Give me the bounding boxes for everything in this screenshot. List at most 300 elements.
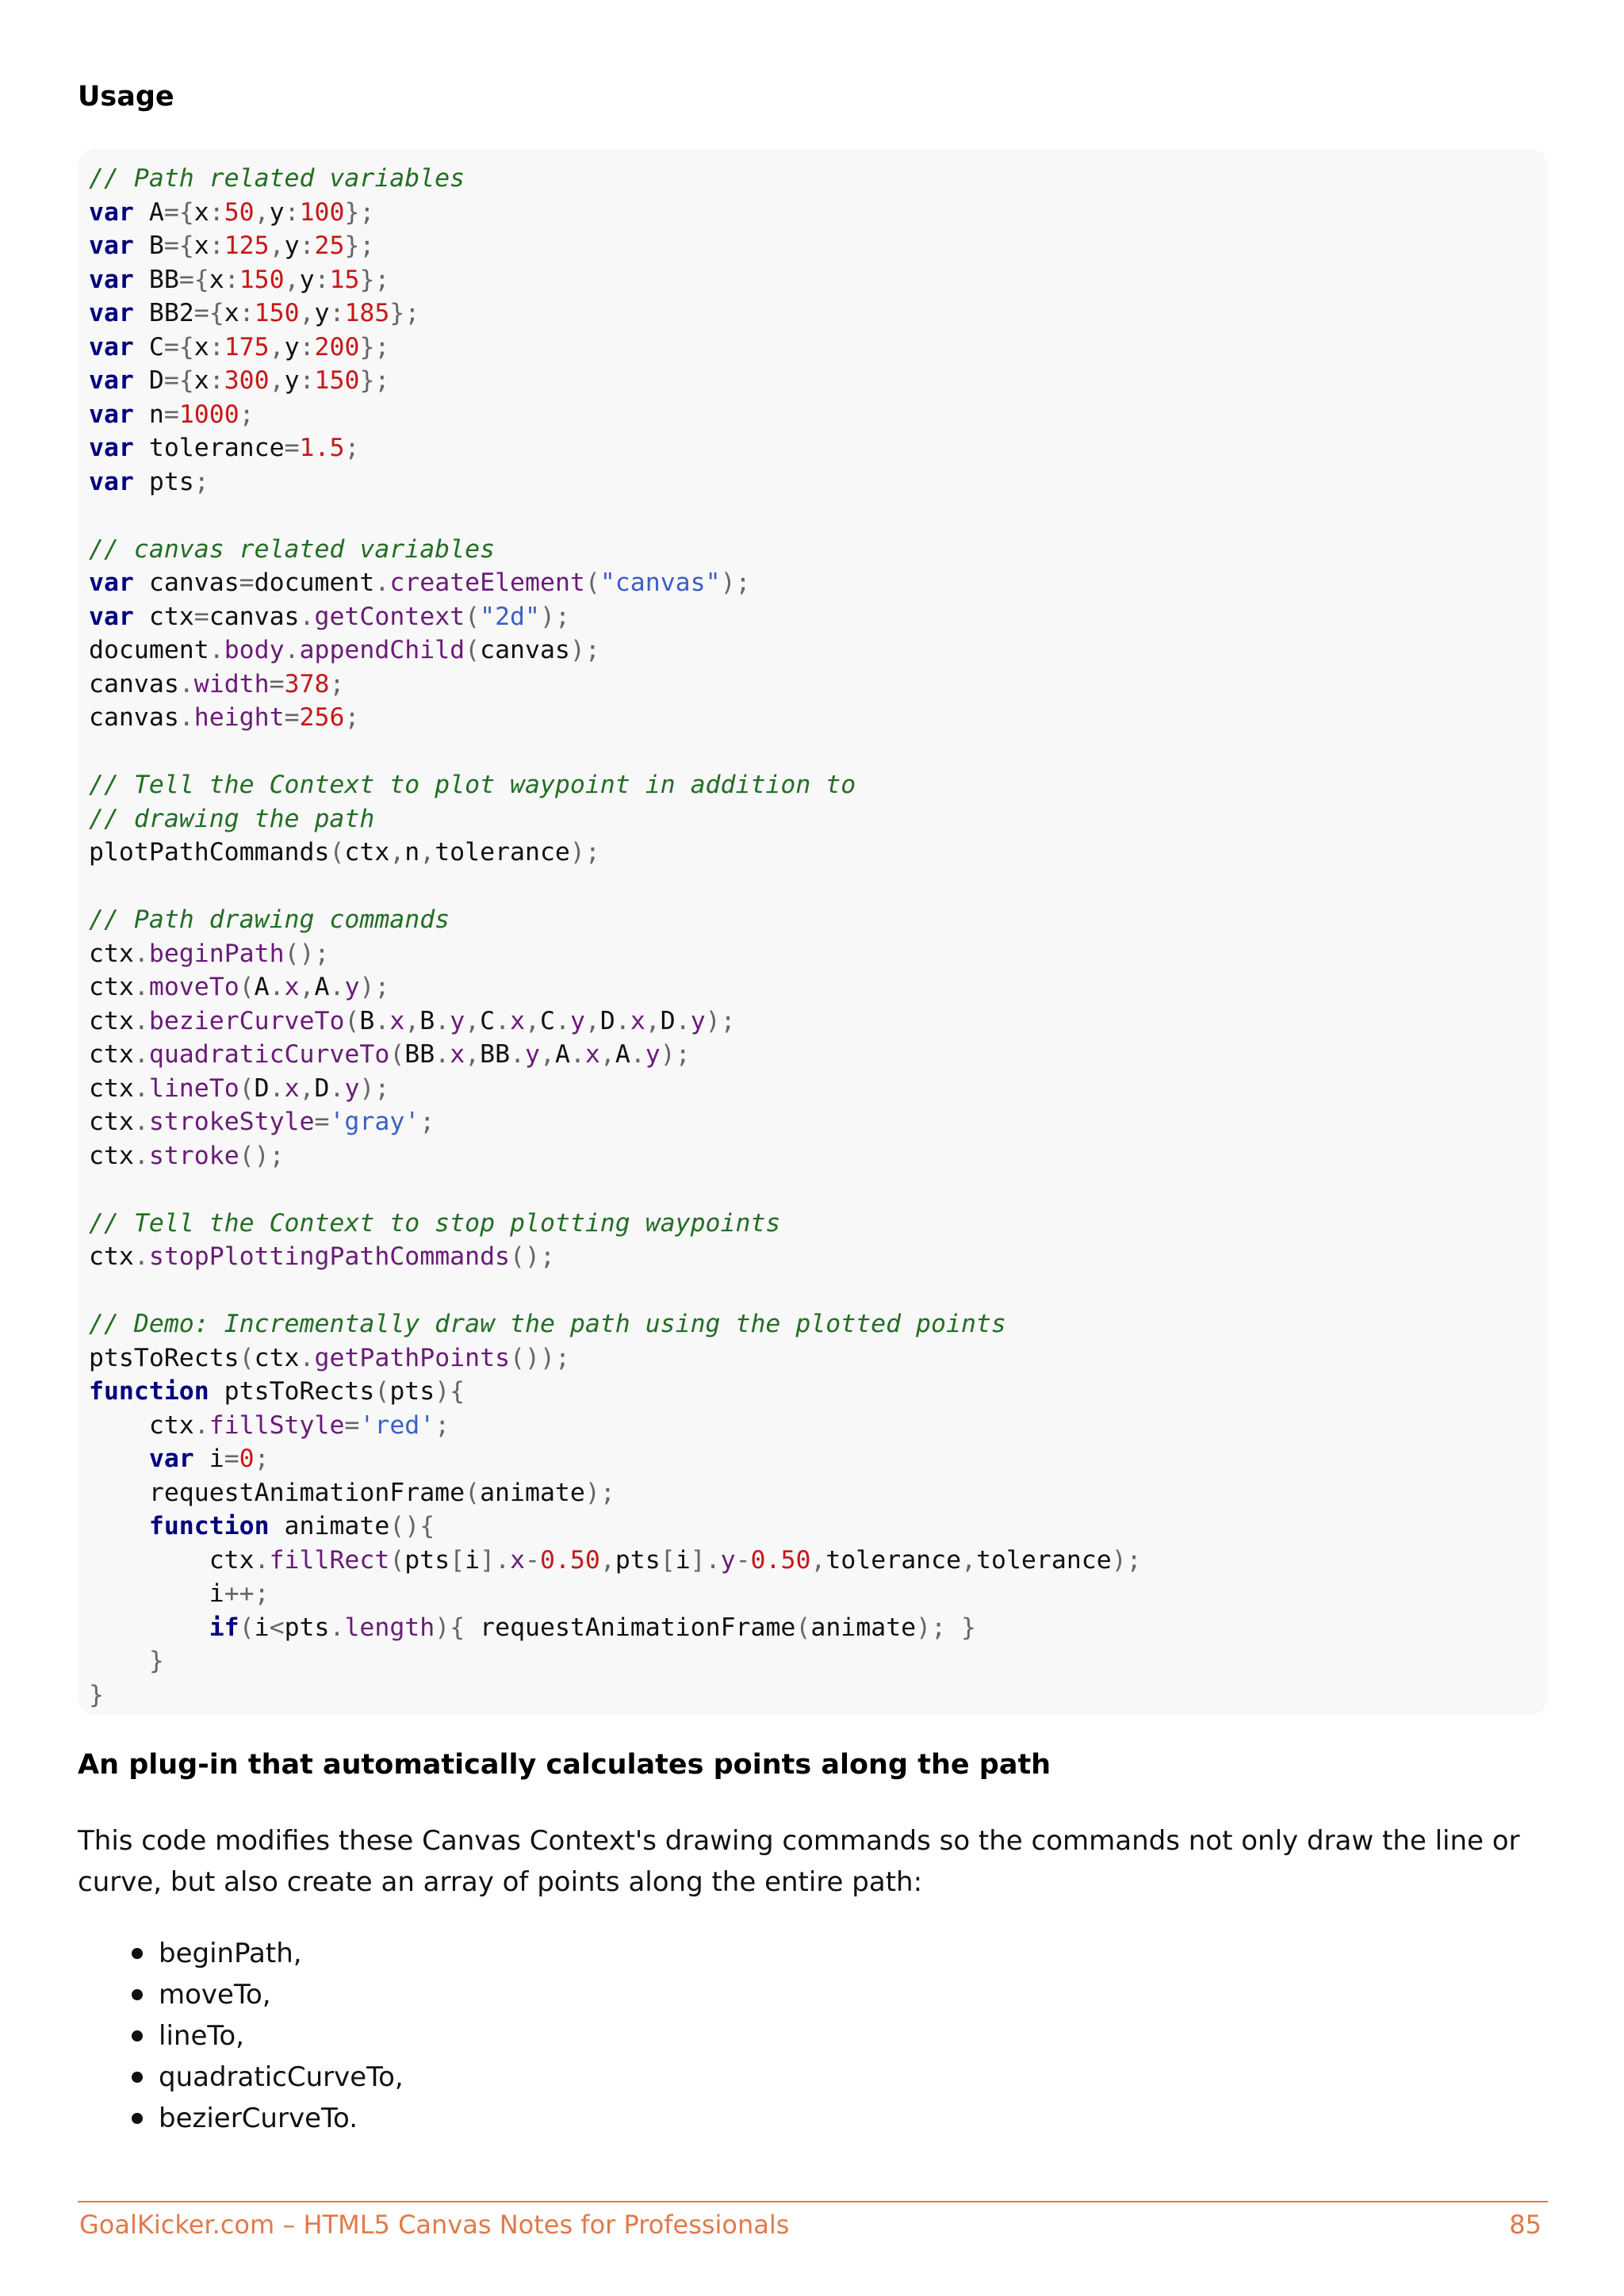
- code-token: ={: [193, 299, 224, 327]
- code-token: [: [660, 1545, 676, 1575]
- code-token: 200: [314, 332, 360, 362]
- code-token: .: [435, 1040, 450, 1069]
- code-token: beginPath: [148, 939, 285, 968]
- code-token: x: [630, 1006, 645, 1035]
- code-token: ,: [465, 1040, 481, 1069]
- code-token: ;: [419, 1108, 435, 1136]
- code-token: ctx: [89, 1545, 255, 1575]
- code-token: 25: [314, 232, 345, 260]
- code-token: var: [148, 1445, 194, 1473]
- code-token: x: [284, 1073, 300, 1103]
- code-line: [89, 398, 1548, 432]
- code-token: .: [435, 1006, 450, 1035]
- code-token: 150: [239, 265, 285, 294]
- code-line: [89, 768, 1548, 802]
- code-token: D: [314, 1073, 330, 1103]
- code-line: [89, 465, 1548, 499]
- code-token: 0: [239, 1445, 255, 1473]
- list-item-label: quadraticCurveTo,: [159, 2061, 404, 2093]
- code-token: .: [133, 1006, 149, 1035]
- code-token: ptsToRects: [89, 1343, 239, 1372]
- code-token: (: [239, 1073, 255, 1103]
- commands-list: [127, 1933, 404, 2139]
- code-token: i: [675, 1545, 691, 1575]
- code-line: [89, 1577, 1548, 1611]
- code-token: y: [569, 1006, 585, 1035]
- code-token: );: [705, 1006, 736, 1035]
- code-token: ,: [540, 1040, 555, 1069]
- code-token: getContext: [314, 602, 465, 631]
- code-token: document: [89, 636, 209, 664]
- code-token: ={: [163, 332, 194, 362]
- code-token: }: [946, 1613, 977, 1642]
- code-token: B: [419, 1006, 435, 1035]
- code-token: y: [299, 265, 315, 294]
- code-token: :: [284, 197, 300, 227]
- code-token: var: [89, 232, 134, 260]
- code-token: ].: [690, 1545, 721, 1575]
- code-token: .: [554, 1006, 570, 1035]
- code-token: );: [1111, 1545, 1142, 1575]
- code-token: =: [163, 400, 179, 429]
- code-token: n: [404, 838, 420, 867]
- code-token: var: [89, 568, 134, 597]
- code-token: // canvas related variables: [89, 534, 496, 564]
- code-token: // Demo: Incrementally draw the path using the plotted points: [89, 1310, 1006, 1338]
- code-token: animate: [480, 1478, 585, 1507]
- footer-site-title[interactable]: GoalKicker.com – HTML5 Canvas Notes for Professionals: [79, 2210, 790, 2240]
- code-token: );: [720, 568, 751, 597]
- code-token: C: [133, 332, 164, 362]
- code-token: ;: [193, 467, 209, 496]
- code-block[interactable]: [78, 149, 1548, 1715]
- code-token: // Path drawing commands: [89, 905, 450, 934]
- list-item-label: moveTo,: [159, 1979, 271, 2011]
- code-token: (: [465, 636, 481, 664]
- code-token: ){: [435, 1613, 465, 1642]
- code-token: ,: [419, 838, 435, 867]
- code-token: "2d": [480, 602, 540, 631]
- code-token: .: [374, 1006, 390, 1035]
- code-token: y: [690, 1006, 706, 1035]
- bullet-icon: [132, 2030, 143, 2042]
- code-line: [89, 870, 1548, 904]
- code-line: [89, 600, 1548, 634]
- code-token: .: [284, 636, 300, 664]
- code-token: ptsToRects: [209, 1377, 375, 1406]
- code-token: ctx: [89, 973, 134, 1001]
- code-token: .: [133, 1073, 149, 1103]
- code-token: ctx: [133, 602, 194, 631]
- list-item: [127, 1933, 404, 1974]
- bullet-icon: [132, 2072, 143, 2083]
- code-token: ,: [299, 299, 315, 327]
- code-line: [89, 937, 1548, 971]
- code-token: ++;: [224, 1579, 270, 1608]
- code-token: .: [329, 973, 345, 1001]
- code-token: ,: [269, 366, 285, 395]
- code-token: appendChild: [299, 636, 465, 664]
- code-token: );: [359, 973, 390, 1001]
- code-line: [89, 1409, 1548, 1443]
- code-line: [89, 1544, 1548, 1578]
- code-token: (: [329, 838, 345, 867]
- code-token: ,: [645, 1006, 661, 1035]
- code-token: };: [389, 299, 420, 327]
- code-token: (: [795, 1613, 811, 1642]
- code-token: D: [133, 366, 164, 395]
- code-token: fillStyle: [209, 1410, 345, 1440]
- code-token: y: [269, 197, 285, 227]
- code-token: x: [193, 332, 209, 362]
- code-token: ,: [269, 332, 285, 362]
- code-token: :: [329, 299, 345, 327]
- code-token: // Tell the Context to plot waypoint in addition to: [89, 771, 856, 799]
- code-token: (: [465, 602, 481, 631]
- code-token: .: [269, 1073, 285, 1103]
- code-token: animate: [269, 1512, 390, 1540]
- code-line: [89, 1476, 1548, 1510]
- code-token: <: [269, 1613, 285, 1642]
- code-token: ctx: [89, 1073, 134, 1103]
- code-token: canvas: [209, 602, 300, 631]
- code-token: ctx: [89, 1006, 134, 1035]
- code-token: var: [89, 400, 134, 429]
- code-token: =: [239, 568, 255, 597]
- code-token: y: [450, 1006, 465, 1035]
- code-line: [89, 668, 1548, 702]
- code-line: [89, 701, 1548, 735]
- code-token: ctx: [89, 1108, 134, 1136]
- code-token: x: [389, 1006, 405, 1035]
- code-token: moveTo: [148, 973, 239, 1001]
- code-token: =: [314, 1108, 330, 1136]
- code-token: 125: [224, 232, 270, 260]
- code-token: C: [480, 1006, 496, 1035]
- code-token: 1.5: [299, 434, 345, 462]
- code-token: y: [344, 1073, 360, 1103]
- code-token: ].: [480, 1545, 511, 1575]
- code-line: [89, 802, 1548, 836]
- code-token: :: [299, 332, 315, 362]
- code-token: =: [224, 1445, 239, 1473]
- code-token: );: [660, 1040, 691, 1069]
- code-token: .: [569, 1040, 585, 1069]
- code-line: [89, 162, 1548, 196]
- code-token: var: [89, 299, 134, 327]
- code-token: ;: [344, 434, 360, 462]
- code-token: ctx: [89, 1242, 134, 1271]
- code-token: 300: [224, 366, 270, 395]
- code-line: [89, 1307, 1548, 1341]
- code-token: ,: [299, 973, 315, 1001]
- code-token: canvas: [89, 703, 179, 732]
- code-token: .: [299, 1343, 315, 1372]
- code-token: var: [89, 602, 134, 631]
- code-token: (: [389, 1040, 405, 1069]
- code-token: =: [193, 602, 209, 631]
- code-token: n: [133, 400, 164, 429]
- code-token: [89, 1512, 149, 1540]
- code-token: ,: [525, 1006, 541, 1035]
- code-token: ();: [284, 939, 330, 968]
- code-token: 256: [299, 703, 345, 732]
- code-token: ,: [599, 1040, 615, 1069]
- code-token: requestAnimationFrame: [465, 1613, 796, 1642]
- code-token: if: [209, 1613, 239, 1642]
- code-line: [89, 1341, 1548, 1376]
- code-line: [89, 836, 1548, 870]
- code-token: plotPathCommands: [89, 838, 330, 867]
- code-token: D: [599, 1006, 615, 1035]
- code-token: function: [148, 1512, 270, 1540]
- code-token: .: [299, 602, 315, 631]
- code-token: .: [209, 636, 224, 664]
- code-token: C: [540, 1006, 555, 1035]
- code-token: ctx: [89, 1141, 134, 1170]
- list-item: [127, 2098, 404, 2139]
- code-token: BB: [133, 265, 179, 294]
- code-token: i: [254, 1613, 270, 1642]
- code-token: .: [269, 973, 285, 1001]
- code-token: ,: [299, 1073, 315, 1103]
- code-token: ;: [344, 703, 360, 732]
- code-token: .: [193, 1410, 209, 1440]
- code-token: A: [254, 973, 270, 1001]
- code-token: pts: [615, 1545, 661, 1575]
- code-token: BB: [480, 1040, 511, 1069]
- code-token: createElement: [389, 568, 585, 597]
- code-token: D: [660, 1006, 676, 1035]
- code-token: =: [344, 1410, 360, 1440]
- code-line: [89, 1173, 1548, 1207]
- code-token: ,: [465, 1006, 481, 1035]
- code-line: [89, 364, 1548, 398]
- code-token: };: [344, 232, 375, 260]
- code-token: :: [314, 265, 330, 294]
- code-token: requestAnimationFrame: [89, 1478, 465, 1507]
- code-token: // Path related variables: [89, 164, 465, 193]
- code-token: stopPlottingPathCommands: [148, 1242, 511, 1271]
- code-token: x: [450, 1040, 465, 1069]
- code-token: getPathPoints: [314, 1343, 511, 1372]
- code-token: (: [239, 1613, 255, 1642]
- code-token: ();: [510, 1242, 555, 1271]
- code-token: A: [615, 1040, 630, 1069]
- code-token: ctx: [89, 939, 134, 968]
- plugin-heading: An plug-in that automatically calculates points along the path: [78, 1749, 1051, 1781]
- code-line: [89, 1375, 1548, 1409]
- code-token: [: [450, 1545, 465, 1575]
- code-token: x: [193, 232, 209, 260]
- list-item-label: bezierCurveTo.: [159, 2103, 358, 2134]
- code-token: i: [193, 1445, 224, 1473]
- code-line: [89, 1139, 1548, 1173]
- code-token: var: [89, 366, 134, 395]
- code-token: x: [224, 299, 239, 327]
- code-token: );: [584, 1478, 615, 1507]
- code-line: [89, 196, 1548, 230]
- code-token: ,: [584, 1006, 600, 1035]
- code-token: B: [359, 1006, 375, 1035]
- bullet-icon: [132, 1989, 143, 2000]
- code-token: var: [89, 467, 134, 496]
- code-token: height: [193, 703, 285, 732]
- code-token: y: [720, 1545, 736, 1575]
- code-token: tolerance: [435, 838, 570, 867]
- code-line: [89, 1442, 1548, 1476]
- code-token: -: [735, 1545, 751, 1575]
- code-token: .: [675, 1006, 691, 1035]
- code-token: lineTo: [148, 1073, 239, 1103]
- code-token: =: [269, 669, 285, 698]
- usage-heading: Usage: [78, 81, 174, 113]
- code-token: 1000: [178, 400, 239, 429]
- code-token: :: [299, 232, 315, 260]
- code-token: );: [569, 838, 600, 867]
- code-token: ();: [239, 1141, 285, 1170]
- code-token: 378: [284, 669, 330, 698]
- code-token: ,: [269, 232, 285, 260]
- code-token: var: [89, 434, 134, 462]
- code-token: A: [314, 973, 330, 1001]
- code-token: tolerance: [133, 434, 285, 462]
- code-token: ctx: [344, 838, 390, 867]
- code-token: :: [209, 366, 224, 395]
- code-token: quadraticCurveTo: [148, 1040, 390, 1069]
- code-line: [89, 970, 1548, 1004]
- code-token: .: [133, 1040, 149, 1069]
- code-token: (: [584, 568, 600, 597]
- code-line: [89, 735, 1548, 769]
- code-token: ={: [163, 366, 194, 395]
- code-token: animate: [810, 1613, 917, 1642]
- code-token: pts: [389, 1377, 435, 1406]
- code-line: [89, 1611, 1548, 1645]
- code-line: [89, 499, 1548, 533]
- code-token: .: [254, 1545, 270, 1575]
- code-token: ){: [435, 1377, 465, 1406]
- code-token: 175: [224, 332, 270, 362]
- code-line: [89, 297, 1548, 331]
- code-token: pts: [133, 467, 194, 496]
- code-token: .: [495, 1006, 511, 1035]
- code-line: [89, 1004, 1548, 1039]
- code-token: x: [193, 197, 209, 227]
- code-token: ,: [599, 1545, 615, 1575]
- code-token: (: [344, 1006, 360, 1035]
- code-token: tolerance: [976, 1545, 1112, 1575]
- bullet-icon: [132, 2113, 143, 2124]
- code-line: [89, 1072, 1548, 1106]
- code-token: bezierCurveTo: [148, 1006, 345, 1035]
- code-token: );: [916, 1613, 947, 1642]
- code-token: .: [133, 1242, 149, 1271]
- code-token: strokeStyle: [148, 1108, 315, 1136]
- code-token: ctx: [89, 1040, 134, 1069]
- code-token: 150: [254, 299, 300, 327]
- code-token: =: [284, 703, 300, 732]
- code-token: .: [178, 669, 194, 698]
- code-token: body: [224, 636, 285, 664]
- code-token: // drawing the path: [89, 804, 375, 833]
- code-token: ;: [435, 1410, 450, 1440]
- code-line: [89, 633, 1548, 668]
- code-token: .: [133, 973, 149, 1001]
- code-token: 'red': [359, 1410, 435, 1440]
- code-token: [89, 1445, 149, 1473]
- code-token: };: [344, 197, 375, 227]
- code-token: A: [554, 1040, 570, 1069]
- code-token: ,: [389, 838, 405, 867]
- code-token: var: [89, 265, 134, 294]
- code-token: .: [374, 568, 390, 597]
- code-token: y: [344, 973, 360, 1001]
- code-token: 185: [344, 299, 390, 327]
- code-token: // Tell the Context to stop plotting waypoints: [89, 1208, 781, 1238]
- code-token: .: [615, 1006, 630, 1035]
- code-line: [89, 431, 1548, 465]
- code-line: [89, 263, 1548, 297]
- bullet-icon: [132, 1948, 143, 1959]
- code-token: ;: [254, 1445, 270, 1473]
- code-line: [89, 331, 1548, 365]
- code-token: y: [284, 332, 300, 362]
- code-token: }: [89, 1647, 164, 1675]
- code-token: i: [465, 1545, 481, 1575]
- code-token: (: [374, 1377, 390, 1406]
- page-number: 85: [1509, 2210, 1542, 2240]
- code-token: (: [465, 1478, 481, 1507]
- code-token: var: [89, 332, 134, 362]
- code-token: y: [645, 1040, 661, 1069]
- code-line: [89, 566, 1548, 600]
- code-line: [89, 1644, 1548, 1678]
- code-token: :: [239, 299, 255, 327]
- list-item: [127, 2057, 404, 2098]
- code-token: =: [284, 434, 300, 462]
- code-token: (){: [389, 1512, 435, 1540]
- code-token: 100: [299, 197, 345, 227]
- code-token: .: [630, 1040, 645, 1069]
- code-token: y: [284, 232, 300, 260]
- code-token: x: [584, 1040, 600, 1069]
- code-token: };: [359, 265, 390, 294]
- code-token: :: [209, 197, 224, 227]
- list-item-label: beginPath,: [159, 1938, 302, 1969]
- code-token: ,: [961, 1545, 977, 1575]
- code-token: (: [239, 973, 255, 1001]
- code-token: 'gray': [329, 1108, 420, 1136]
- code-token: :: [299, 366, 315, 395]
- list-item: [127, 1974, 404, 2015]
- code-token: function: [89, 1377, 209, 1406]
- code-token: pts: [284, 1613, 330, 1642]
- code-token: [89, 1613, 209, 1642]
- code-token: ,: [284, 265, 300, 294]
- code-token: .: [178, 703, 194, 732]
- code-token: fillRect: [269, 1545, 390, 1575]
- code-token: i: [89, 1579, 224, 1608]
- code-token: pts: [404, 1545, 450, 1575]
- code-token: A: [133, 197, 164, 227]
- code-line: [89, 533, 1548, 567]
- code-token: width: [193, 669, 270, 698]
- code-token: .: [133, 1108, 149, 1136]
- code-line: [89, 1678, 1548, 1712]
- code-token: .: [133, 939, 149, 968]
- code-token: canvas: [89, 669, 179, 698]
